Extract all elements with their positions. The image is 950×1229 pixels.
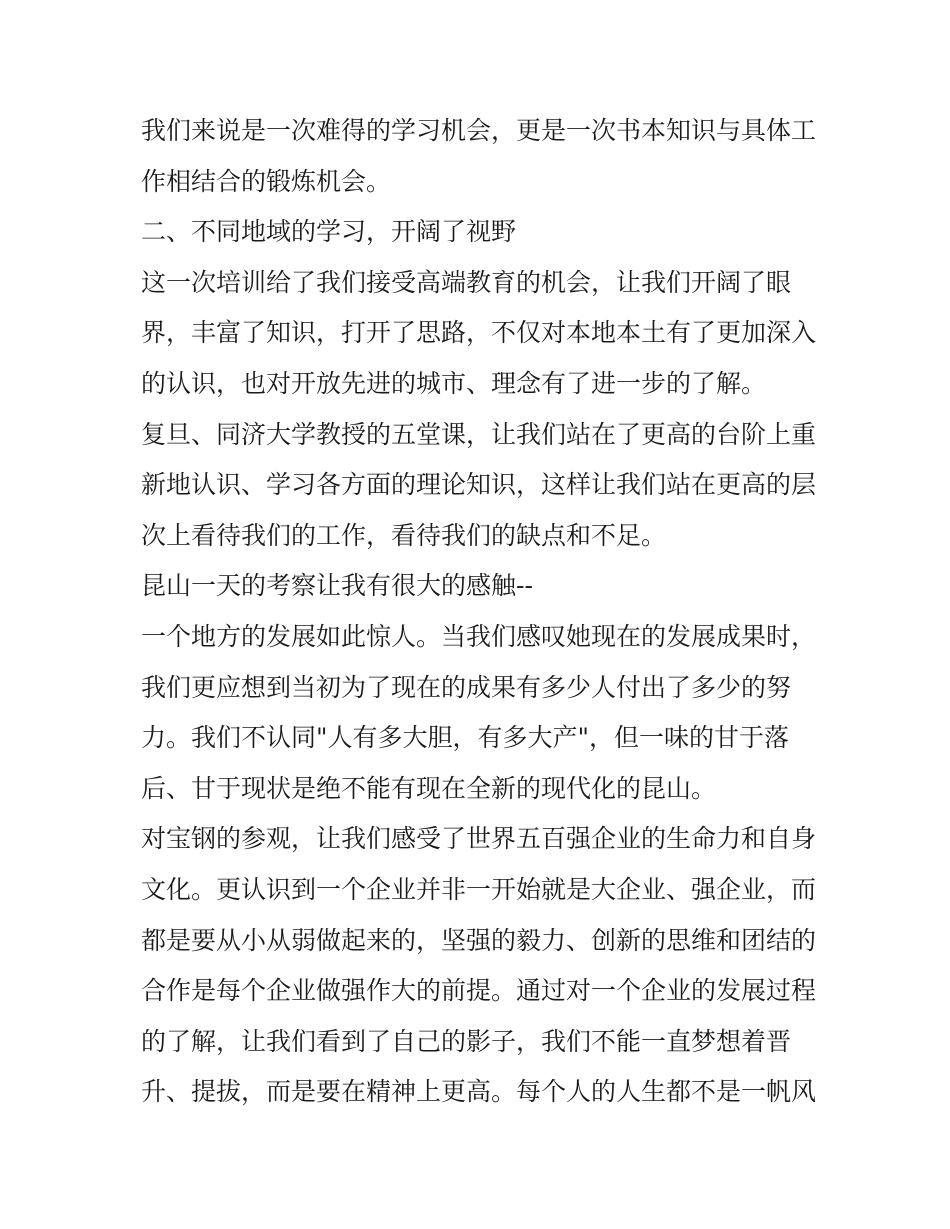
text-line: 我们来说是一次难得的学习机会，更是一次书本知识与具体工: [141, 116, 817, 145]
text-line: 对宝钢的参观，让我们感受了世界五百强企业的生命力和自身: [141, 824, 817, 854]
text-line: 的了解，让我们看到了自己的影子，我们不能一直梦想着晋: [141, 1026, 792, 1056]
text-line: 这一次培训给了我们接受高端教育的机会，让我们开阔了眼: [141, 267, 792, 297]
text-line: 一个地方的发展如此惊人。当我们感叹她现在的发展成果时，: [141, 621, 817, 651]
body-text: [141, 106, 817, 1118]
text-line: 次上看待我们的工作，看待我们的缺点和不足。: [141, 520, 667, 550]
text-line: 合作是每个企业做强作大的前提。通过对一个企业的发展过程: [141, 976, 817, 1006]
text-line: 我们更应想到当初为了现在的成果有多少人付出了多少的努: [141, 672, 792, 702]
text-line: 都是要从小从弱做起来的，坚强的毅力、创新的思维和团结的: [141, 925, 817, 955]
text-line: 界，丰富了知识，打开了思路，不仅对本地本土有了更加深入: [141, 318, 817, 348]
text-line: 作相结合的锻炼机会。: [141, 166, 392, 196]
text-line: 复旦、同济大学教授的五堂课，让我们站在了更高的台阶上重: [141, 419, 817, 449]
text-line: 升、提拔，而是要在精神上更高。每个人的人生都不是一帆风: [141, 1077, 817, 1107]
text-line: 文化。更认识到一个企业并非一开始就是大企业、强企业，而: [141, 874, 817, 904]
text-line: 的认识，也对开放先进的城市、理念有了进一步的了解。: [141, 368, 767, 398]
text-line: 力。我们不认同"人有多大胆，有多大产"，但一味的甘于落: [141, 723, 790, 753]
section-heading: 二、不同地域的学习，开阔了视野: [141, 217, 517, 247]
text-line: 昆山一天的考察让我有很大的感触--: [141, 571, 533, 601]
text-line: 新地认识、学习各方面的理论知识，这样让我们站在更高的层: [141, 470, 817, 500]
text-line: 后、甘于现状是绝不能有现在全新的现代化的昆山。: [141, 773, 717, 803]
